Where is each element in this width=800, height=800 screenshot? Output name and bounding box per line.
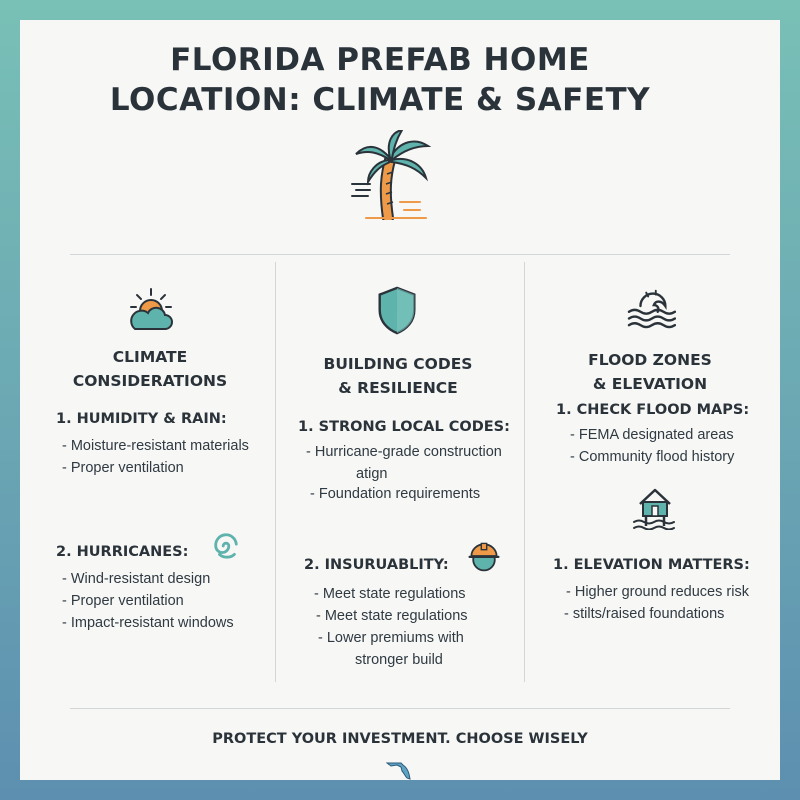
list-item: - Meet state regulations [316,608,468,624]
wave-icon [626,285,676,329]
heading-line: BUILDING CODES [323,355,473,373]
raised-house-icon [630,484,680,530]
hurricane-icon [212,532,240,560]
heading-line: FLOOD ZONES [588,351,712,369]
list-item: - Moisture-resistant materials [62,438,249,454]
column-heading-building-codes [298,352,498,400]
list-item: - Hurricane-grade construction [306,444,502,460]
list-item: atign [356,466,388,482]
list-item: - Higher ground reduces risk [566,584,749,600]
list-item: - Meet state regulations [314,586,466,602]
heading-line: CLIMATE [112,348,188,366]
heading-line: CONSIDERATIONS [72,372,228,390]
section-title: 2. INSURUABLITY: [304,557,449,573]
palm-tree-icon [328,130,438,220]
bottom-divider [70,708,730,709]
list-item: - Impact-resistant windows [62,615,234,631]
section-title: 1. ELEVATION MATTERS: [553,557,750,573]
title-line-2: LOCATION: CLIMATE & SAFETY [109,82,651,118]
footer-tagline: PROTECT YOUR INVESTMENT. CHOOSE WISELY [212,731,588,747]
top-divider [70,254,730,255]
page-title [0,40,760,120]
florida-map-icon [386,760,414,780]
title-line-1: FLORIDA PREFAB HOME [170,42,590,78]
hard-hat-icon [466,538,502,574]
column-heading-flood-zones [560,348,740,396]
column-divider-1 [275,262,276,682]
list-item: - Foundation requirements [310,486,481,502]
list-item: - Community flood history [570,449,735,465]
column-heading-climate [60,345,240,393]
list-item: - Wind-resistant design [62,571,211,587]
section-title: 1. CHECK FLOOD MAPS: [556,402,750,418]
column-divider-2 [524,262,525,682]
shield-icon [375,285,419,335]
list-item: - stilts/raised foundations [564,606,725,622]
section-title: 1. STRONG LOCAL CODES: [298,419,510,435]
heading-line: & RESILIENCE [338,379,458,397]
list-item: - Lower premiums with [318,630,464,646]
section-title: 1. HUMIDITY & RAIN: [56,411,227,427]
list-item: stronger build [355,652,443,668]
section-title: 2. HURRICANES: [56,544,189,560]
list-item: - Proper ventilation [62,593,184,609]
list-item: - Proper ventilation [62,460,184,476]
list-item: - FEMA designated areas [570,427,734,443]
heading-line: & ELEVATION [592,375,708,393]
sun-cloud-icon [125,283,175,333]
